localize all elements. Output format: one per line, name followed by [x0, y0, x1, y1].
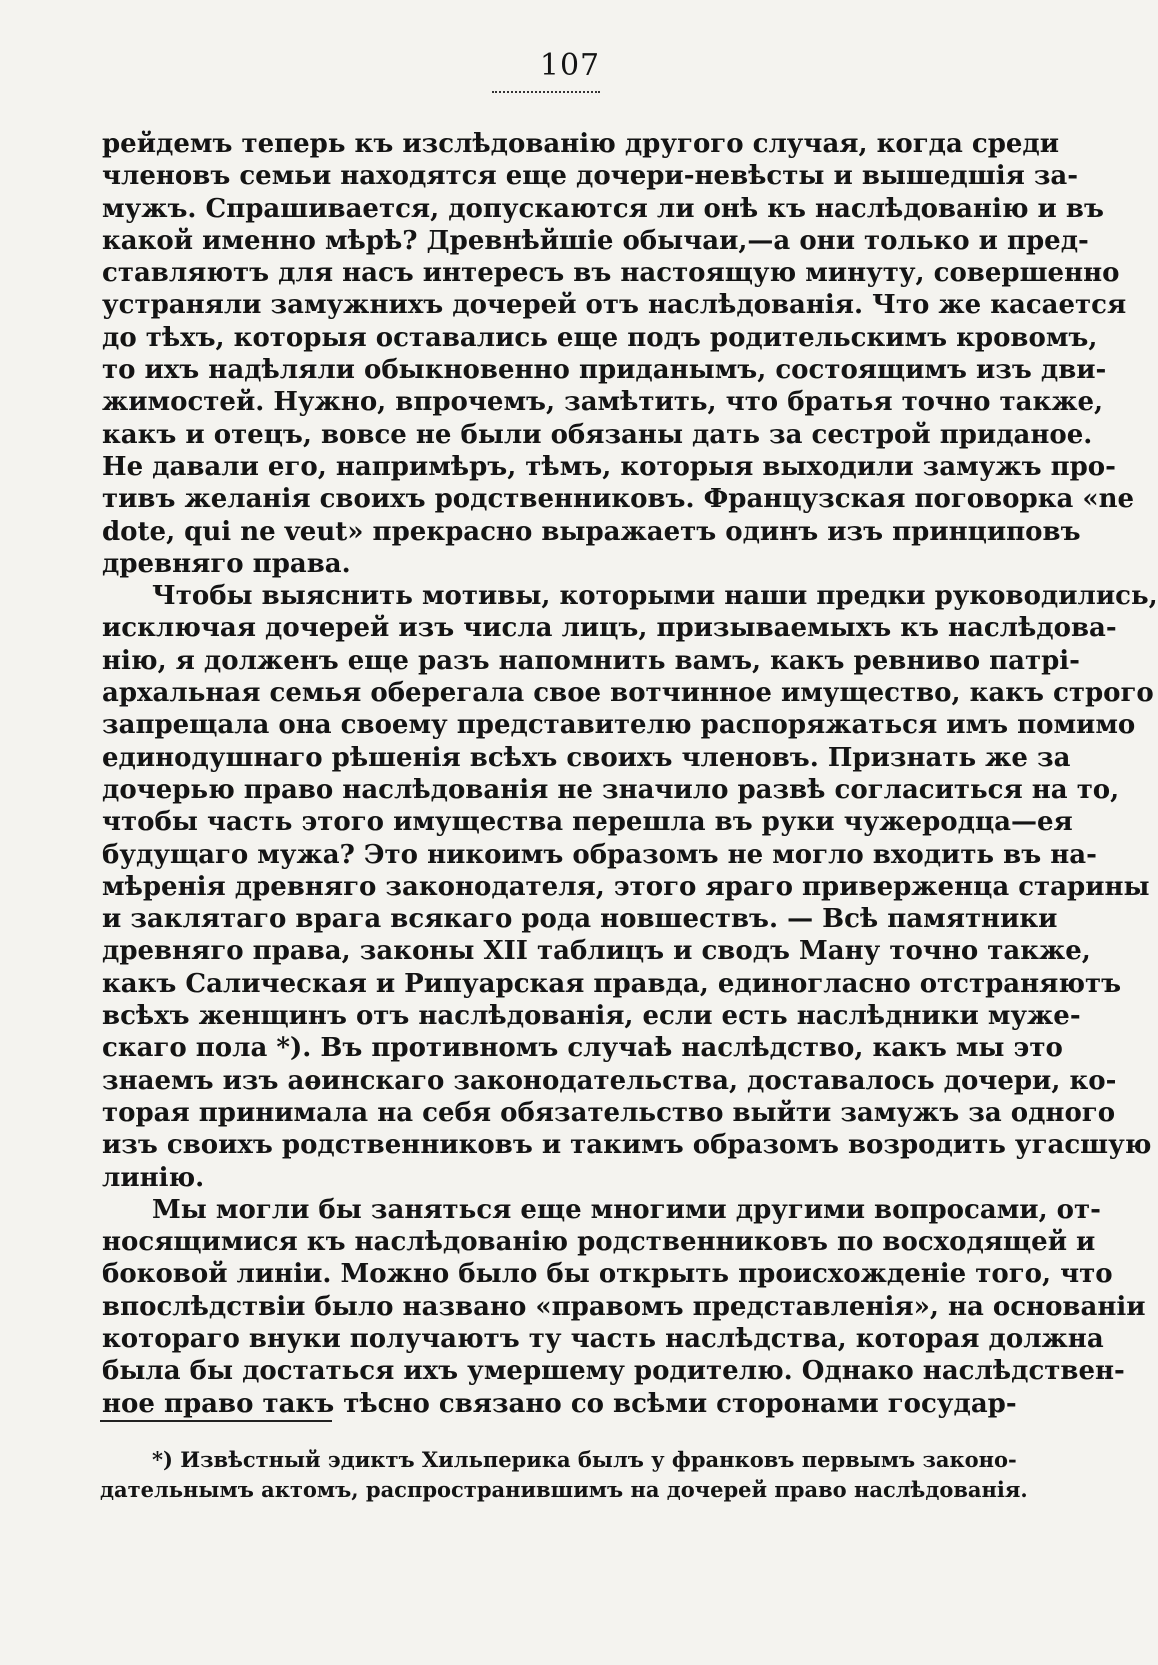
text-line: боковой линіи. Можно было бы открыть происхожденіе того, что	[102, 1259, 1113, 1290]
text-line: ное право такъ тѣсно связано со всѣми сторонами государ-	[102, 1388, 1017, 1419]
text-line: впослѣдствіи было названо «правомъ представленія», на основаніи	[102, 1291, 1146, 1322]
text-line: носящимися къ наслѣдованію родственниковъ по восходящей и	[102, 1227, 1096, 1258]
page-number: 107	[539, 48, 601, 83]
text-line: мѣренія древняго законодателя, этого яраго приверженца старины	[102, 871, 1150, 902]
text-line: архальная семья оберегала свое вотчинное имущество, какъ строго	[102, 678, 1154, 709]
text-line: Не давали его, напримѣръ, тѣмъ, которыя выходили замужъ про-	[102, 451, 1116, 482]
text-line: Чтобы выяснить мотивы, которыми наши предки руководились,	[152, 581, 1158, 612]
body-text	[102, 128, 1158, 1420]
text-line: древняго права, законы XII таблицъ и сводъ Ману точно также,	[102, 936, 1091, 967]
text-line: линію.	[102, 1162, 205, 1193]
text-line: рейдемъ теперь къ изслѣдованію другого случая, когда среди	[102, 129, 1060, 159]
text-line: будущаго мужа? Это никоимъ образомъ не могло входить въ на-	[102, 839, 1097, 870]
text-line: какъ и отецъ, вовсе не были обязаны дать за сестрой приданое.	[102, 419, 1093, 450]
footnote-divider	[100, 1420, 332, 1422]
text-line: ставляютъ для насъ интересъ въ настоящую минуту, совершенно	[102, 258, 1120, 289]
text-line: исключая дочерей изъ числа лицъ, призываемыхъ къ наслѣдова-	[102, 613, 1117, 644]
text-line: Мы могли бы заняться еще многими другими вопросами, от-	[152, 1194, 1101, 1225]
footnote-line: *) Извѣстный эдиктъ Хильперика былъ у франковъ первымъ законо-	[152, 1447, 1017, 1472]
text-line: запрещала она своему представителю распоряжаться имъ помимо	[102, 710, 1136, 741]
text-line: знаемъ изъ аѳинскаго законодательства, доставалось дочери, ко-	[102, 1065, 1117, 1096]
text-line: дочерью право наслѣдованія не значило развѣ согласиться на то,	[102, 774, 1120, 805]
text-line: какъ Салическая и Рипуарская правда, единогласно отстраняютъ	[102, 968, 1122, 999]
text-line: то ихъ надѣляли обыкновенно приданымъ, состоящимъ изъ дви-	[102, 355, 1107, 386]
text-line: изъ своихъ родственниковъ и такимъ образомъ возродить угасшую	[102, 1130, 1152, 1161]
text-line: устраняли замужнихъ дочерей отъ наслѣдованія. Что же касается	[102, 290, 1127, 321]
footnote	[100, 1445, 1028, 1505]
text-line: всѣхъ женщинъ отъ наслѣдованія, если есть наслѣдники муже-	[102, 1001, 1081, 1032]
text-line: единодушнаго рѣшенія всѣхъ своихъ членовъ. Признать же за	[102, 742, 1071, 773]
footnote-line: дательнымъ актомъ, распространившимъ на дочерей право наслѣдованія.	[100, 1477, 1028, 1502]
paragraph-1	[102, 128, 1135, 580]
text-line: жимостей. Нужно, впрочемъ, замѣтить, что братья точно также,	[102, 387, 1104, 418]
text-line: членовъ семьи находятся еще дочери-невѣсты и вышедшія за-	[102, 161, 1079, 192]
text-line: dote, qui ne veut» прекрасно выражаетъ одинъ изъ принциповъ	[102, 516, 1081, 547]
page-number-underline	[492, 91, 600, 93]
text-line: древняго права.	[102, 548, 351, 579]
text-line: мужъ. Спрашивается, допускаются ли онѣ къ наслѣдованію и въ	[102, 193, 1104, 224]
text-line: скаго пола *). Въ противномъ случаѣ наслѣдство, какъ мы это	[102, 1033, 1063, 1064]
text-line: была бы достаться ихъ умершему родителю. Однако наслѣдствен-	[102, 1356, 1125, 1387]
paragraph-2	[102, 580, 1158, 1194]
text-line: нію, я долженъ еще разъ напомнить вамъ, какъ ревниво патрі-	[102, 645, 1080, 676]
text-line: котораго внуки получаютъ ту часть наслѣдства, которая должна	[102, 1323, 1104, 1354]
text-line: и заклятаго врага всякаго рода новшествъ. — Всѣ памятники	[102, 904, 1058, 935]
text-line: торая принимала на себя обязательство выйти замужъ за одного	[102, 1097, 1116, 1128]
text-line: чтобы часть этого имущества перешла въ руки чужеродца—ея	[102, 807, 1073, 838]
text-line: тивъ желанія своихъ родственниковъ. Французская поговорка «ne	[102, 484, 1135, 515]
text-line: какой именно мѣрѣ? Древнѣйшіе обычаи,—а они только и пред-	[102, 225, 1089, 256]
paragraph-3	[102, 1194, 1146, 1420]
text-line: до тѣхъ, которыя оставались еще подъ родительскимъ кровомъ,	[102, 322, 1098, 353]
